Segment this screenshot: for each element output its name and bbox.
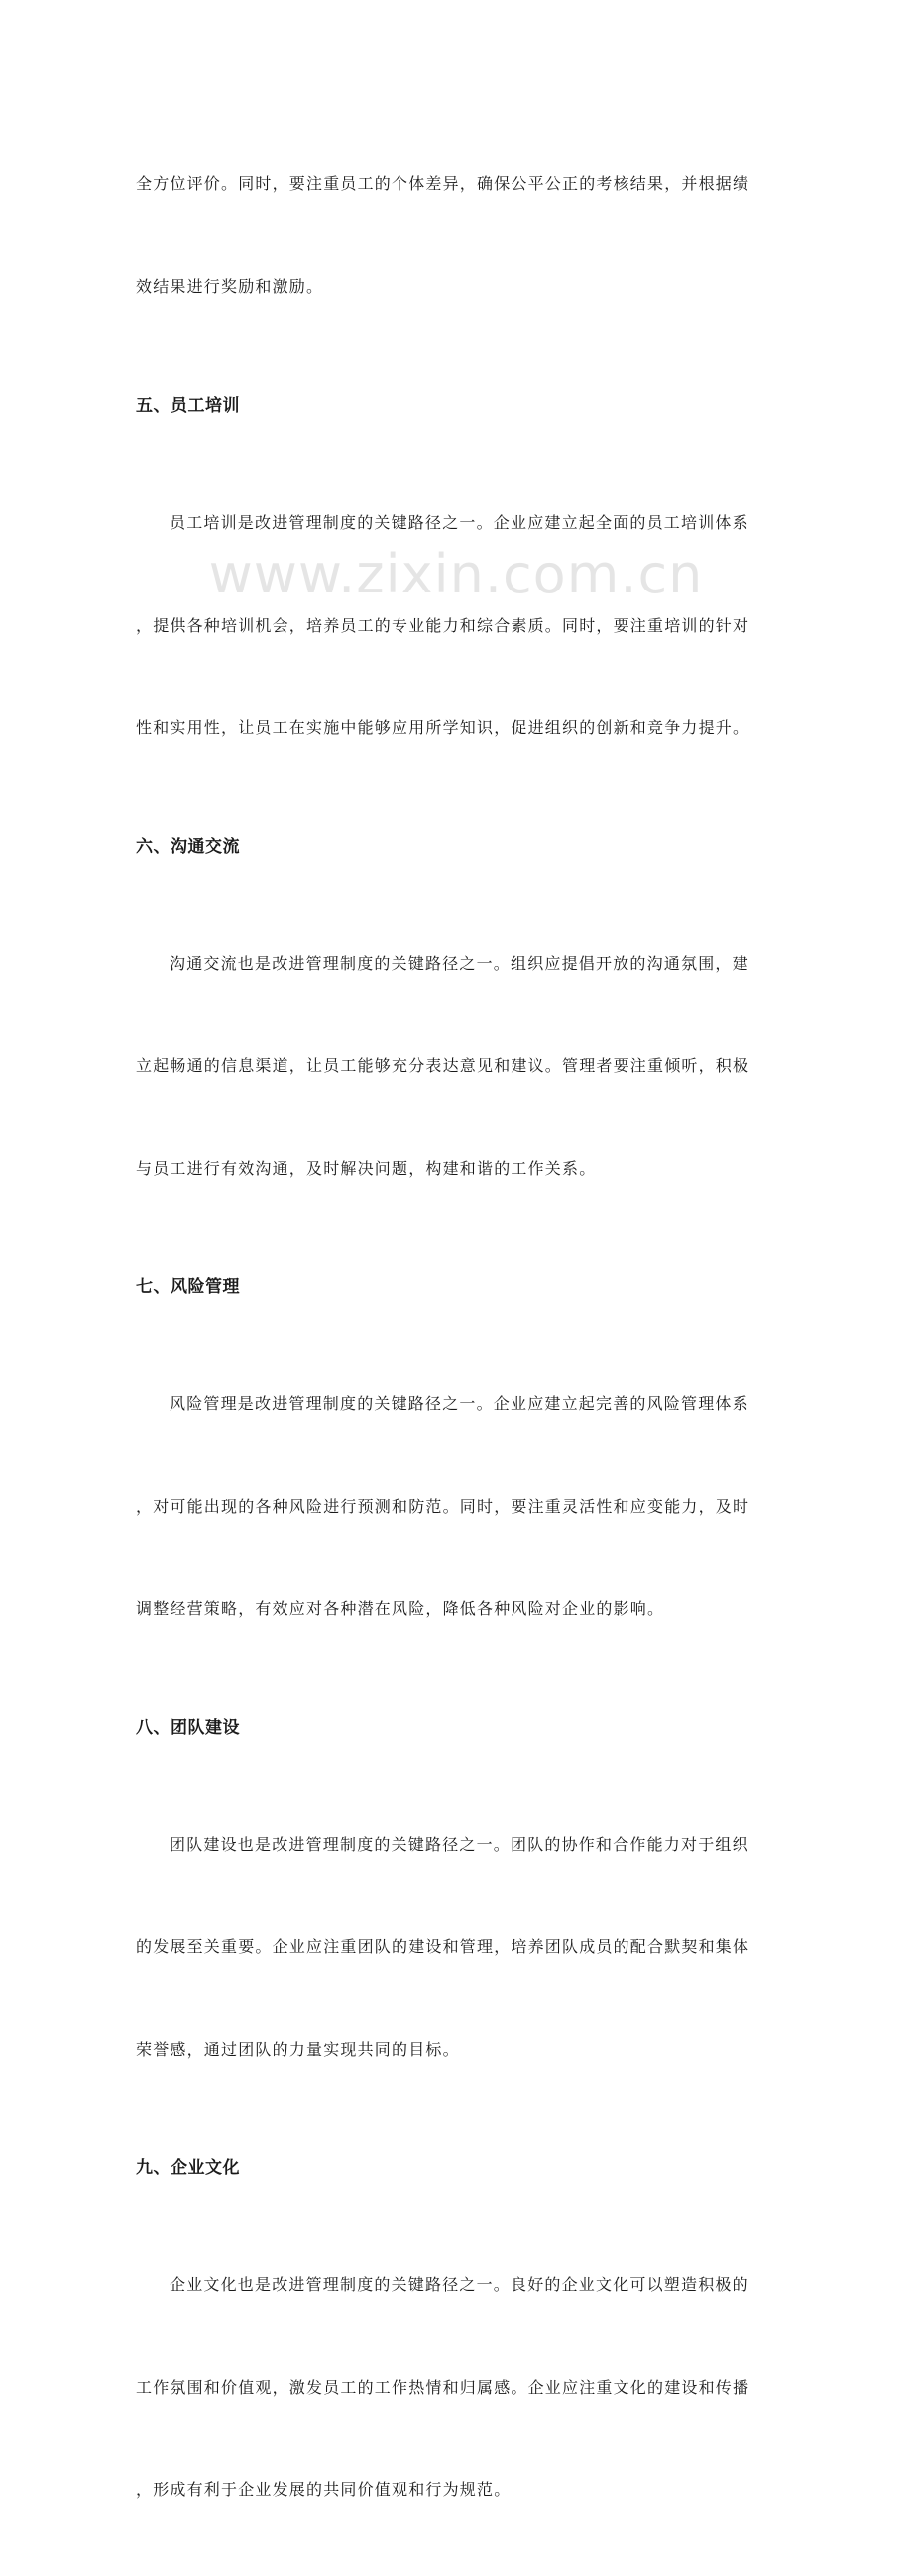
paragraph-line: 企业文化也是改进管理制度的关键路径之一。良好的企业文化可以塑造积极的 <box>170 2275 749 2294</box>
paragraph-line: 员工培训是改进管理制度的关键路径之一。企业应建立起全面的员工培训体系 <box>170 513 749 532</box>
section-paragraph <box>136 1319 780 1695</box>
section-paragraph <box>136 438 780 814</box>
paragraph-line: 与员工进行有效沟通，及时解决问题，构建和谐的工作关系。 <box>136 1158 597 1178</box>
paragraph-line: 工作氛围和价值观，激发员工的工作热情和归属感。企业应注重文化的建设和传播 <box>136 2377 750 2397</box>
section-paragraph <box>136 2200 780 2576</box>
paragraph-line: 调整经营策略，有效应对各种潜在风险，降低各种风险对企业的影响。 <box>136 1599 665 1618</box>
section-heading: 九、企业文化 <box>136 2158 240 2178</box>
paragraph-line: 效结果进行奖励和激励。 <box>136 276 324 296</box>
watermark: www.zixin.com.cn <box>208 543 704 605</box>
paragraph-line: 荣誉感，通过团队的力量实现共同的目标。 <box>136 2039 460 2059</box>
paragraph-line: 性和实用性，让员工在实施中能够应用所学知识，促进组织的创新和竞争力提升。 <box>136 718 750 737</box>
paragraph-line: 全方位评价。同时，要注重员工的个体差异，确保公平公正的考核结果，并根据绩 <box>136 174 750 193</box>
intro-paragraph <box>136 99 780 373</box>
paragraph-line: ，形成有利于企业发展的共同价值观和行为规范。 <box>136 2480 512 2499</box>
document-page <box>136 99 780 2576</box>
section-heading: 五、员工培训 <box>136 396 240 416</box>
paragraph-line: 沟通交流也是改进管理制度的关键路径之一。组织应提倡开放的沟通氛围，建 <box>170 953 749 973</box>
paragraph-line: ，提供各种培训机会，培养员工的专业能力和综合素质。同时，要注重培训的针对 <box>136 615 750 635</box>
section-heading: 七、风险管理 <box>136 1277 240 1297</box>
section-paragraph <box>136 879 780 1255</box>
paragraph-line: 团队建设也是改进管理制度的关键路径之一。团队的协作和合作能力对于组织 <box>170 1834 749 1854</box>
paragraph-line: 风险管理是改进管理制度的关键路径之一。企业应建立起完善的风险管理体系 <box>170 1394 749 1413</box>
section-heading: 六、沟通交流 <box>136 836 240 857</box>
section-heading: 八、团队建设 <box>136 1717 240 1738</box>
section-paragraph <box>136 1760 780 2136</box>
paragraph-line: 的发展至关重要。企业应注重团队的建设和管理，培养团队成员的配合默契和集体 <box>136 1937 750 1956</box>
paragraph-line: ，对可能出现的各种风险进行预测和防范。同时，要注重灵活性和应变能力，及时 <box>136 1496 750 1516</box>
paragraph-line: 立起畅通的信息渠道，让员工能够充分表达意见和建议。管理者要注重倾听，积极 <box>136 1056 750 1075</box>
